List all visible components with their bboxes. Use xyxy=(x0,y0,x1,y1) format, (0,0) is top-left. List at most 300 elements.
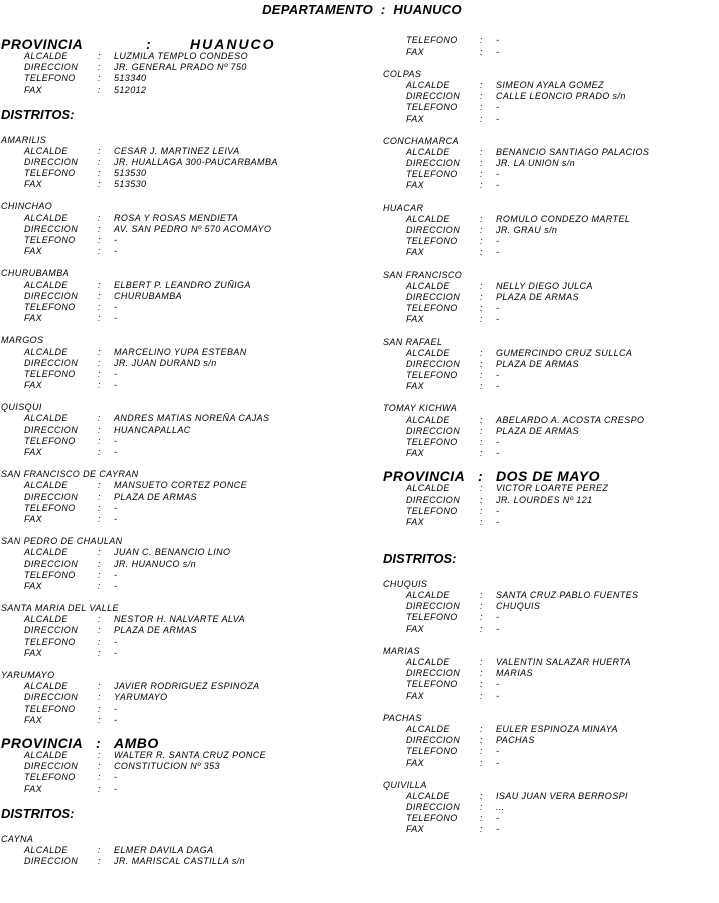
district-entry xyxy=(1,834,361,868)
field-separator: : xyxy=(480,746,483,757)
field-separator: : xyxy=(98,73,101,84)
field-value-direccion: JR. HUANUCO s/n xyxy=(114,558,197,569)
field-separator: : xyxy=(480,180,483,191)
field-value-telefono: - xyxy=(496,679,500,690)
field-value-direccion: JR. HUALLAGA 300-PAUCARBAMBA xyxy=(114,156,278,167)
field-label: FAX xyxy=(24,179,43,190)
field-row-fax xyxy=(1,784,361,795)
field-value-alcalde: SIMEON AYALA GOMEZ xyxy=(496,79,604,90)
field-row-alcalde xyxy=(383,348,713,359)
field-separator: : xyxy=(480,802,483,813)
district-entry xyxy=(1,402,361,458)
field-value-telefono: - xyxy=(496,505,500,516)
left-column xyxy=(1,38,361,878)
field-label: FAX xyxy=(24,714,43,725)
field-value-fax: - xyxy=(496,46,500,57)
field-value-direccion: JR. GRAU s/n xyxy=(496,225,558,236)
field-label: ALCALDE xyxy=(24,844,68,855)
field-value-alcalde: MANSUETO CORTEZ PONCE xyxy=(114,480,248,491)
field-label: DIRECCION xyxy=(406,494,461,505)
district-entry xyxy=(383,713,713,769)
field-separator: : xyxy=(480,225,483,236)
field-value-telefono: - xyxy=(496,437,500,448)
field-value-direccion: CHUQUIS xyxy=(496,601,541,612)
field-separator: : xyxy=(480,735,483,746)
field-row-direccion xyxy=(383,158,713,169)
field-row-telefono xyxy=(383,370,713,381)
field-row-alcalde xyxy=(383,483,713,494)
field-row-telefono xyxy=(1,570,361,581)
field-value-telefono: - xyxy=(496,746,500,757)
field-separator: : xyxy=(480,291,483,302)
district-entry xyxy=(383,69,713,125)
field-separator: : xyxy=(98,569,101,580)
field-label: ALCALDE xyxy=(24,212,68,223)
field-separator: : xyxy=(98,168,101,179)
field-separator: : xyxy=(98,279,101,290)
field-row-alcalde xyxy=(1,681,361,692)
field-separator: : xyxy=(98,313,101,324)
field-label: FAX xyxy=(406,623,425,634)
field-row-telefono xyxy=(383,236,713,247)
field-label: TELEFONO xyxy=(406,303,458,314)
field-separator: : xyxy=(480,213,483,224)
field-row-fax xyxy=(383,517,713,528)
district-name: MARIAS xyxy=(383,645,420,656)
field-row-alcalde xyxy=(1,413,361,424)
field-row-direccion xyxy=(1,625,361,636)
field-label: TELEFONO xyxy=(24,301,76,312)
field-separator: : xyxy=(98,647,101,658)
right-column xyxy=(383,35,713,846)
field-label: TELEFONO xyxy=(406,370,458,381)
field-separator: : xyxy=(98,614,101,625)
field-separator: : xyxy=(98,714,101,725)
field-label: ALCALDE xyxy=(24,681,68,692)
field-separator: : xyxy=(480,358,483,369)
field-row-alcalde xyxy=(1,614,361,625)
field-value-alcalde: WALTER R. SANTA CRUZ PONCE xyxy=(114,749,267,760)
field-value-direccion: JR. JUAN DURAND s/n xyxy=(114,357,217,368)
district-name: SAN PEDRO DE CHAULAN xyxy=(1,536,123,547)
field-value-alcalde: ROSA Y ROSAS MENDIETA xyxy=(114,212,239,223)
field-row-alcalde xyxy=(383,590,713,601)
field-separator: : xyxy=(98,145,101,156)
field-value-fax: - xyxy=(496,824,500,835)
field-separator: : xyxy=(480,113,483,124)
field-label: DIRECCION xyxy=(406,291,461,302)
field-row-alcalde xyxy=(383,80,713,91)
field-row-fax xyxy=(383,247,713,258)
field-row-fax xyxy=(1,179,361,190)
field-separator: : xyxy=(480,169,483,180)
district-entry xyxy=(1,335,361,391)
field-value-fax: - xyxy=(496,180,500,191)
field-value-alcalde: MARCELINO YUPA ESTEBAN xyxy=(114,346,247,357)
field-separator: : xyxy=(480,505,483,516)
field-row-alcalde xyxy=(1,347,361,358)
field-separator: : xyxy=(98,580,101,591)
field-row-direccion xyxy=(383,225,713,236)
field-label: ALCALDE xyxy=(24,413,68,424)
field-row-telefono xyxy=(1,772,361,783)
field-label: DIRECCION xyxy=(406,158,461,169)
field-value-direccion: JR. MARISCAL CASTILLA s/n xyxy=(114,855,246,866)
field-row-direccion xyxy=(1,559,361,570)
field-value-fax: - xyxy=(496,690,500,701)
field-separator: : xyxy=(480,236,483,247)
province-name: DOS DE MAYO xyxy=(496,468,601,485)
field-value-direccion: CALLE LEONCIO PRADO s/n xyxy=(496,91,626,102)
field-label: FAX xyxy=(406,757,425,768)
field-row-direccion xyxy=(383,668,713,679)
field-label: TELEFONO xyxy=(24,368,76,379)
field-label: ALCALDE xyxy=(24,749,68,760)
field-value-direccion: JR. LOURDES Nº 121 xyxy=(496,494,593,505)
field-separator: : xyxy=(480,657,483,668)
field-value-telefono: - xyxy=(496,303,500,314)
field-label: ALCALDE xyxy=(24,614,68,625)
field-separator: : xyxy=(480,46,483,57)
field-row-fax xyxy=(1,380,361,391)
field-value-telefono: - xyxy=(496,236,500,247)
field-row-direccion xyxy=(1,425,361,436)
field-label: DIRECCION xyxy=(406,735,461,746)
field-label: TELEFONO xyxy=(406,746,458,757)
field-value-alcalde: SANTA CRUZ PABLO FUENTES xyxy=(496,590,639,601)
field-label: DIRECCION xyxy=(24,625,79,636)
field-row-telefono xyxy=(1,637,361,648)
field-row-telefono xyxy=(383,303,713,314)
field-row-direccion xyxy=(1,692,361,703)
field-row-telefono xyxy=(1,369,361,380)
field-label: TELEFONO xyxy=(406,169,458,180)
field-label: TELEFONO xyxy=(406,813,458,824)
field-value-direccion: PLAZA DE ARMAS xyxy=(114,625,197,636)
district-name: QUISQUI xyxy=(1,402,42,413)
field-row-direccion xyxy=(1,856,361,867)
field-row-alcalde xyxy=(1,480,361,491)
field-separator: : xyxy=(98,447,101,458)
field-value-direccion: PLAZA DE ARMAS xyxy=(114,491,197,502)
field-separator: : xyxy=(480,790,483,801)
field-row-alcalde xyxy=(383,147,713,158)
field-value-alcalde: ABELARDO A. ACOSTA CRESPO xyxy=(496,414,645,425)
district-name: SAN RAFAEL xyxy=(383,336,443,347)
field-label: FAX xyxy=(24,783,43,794)
field-row-fax xyxy=(1,85,361,96)
field-row-alcalde xyxy=(1,280,361,291)
field-label: DIRECCION xyxy=(406,802,461,813)
field-label: TELEFONO xyxy=(406,437,458,448)
field-separator: : xyxy=(98,547,101,558)
district-name: TOMAY KICHWA xyxy=(383,403,458,414)
field-separator: : xyxy=(480,247,483,258)
field-row-fax xyxy=(383,448,713,459)
field-value-fax: - xyxy=(114,246,118,257)
province-label: PROVINCIA xyxy=(1,36,84,52)
district-entry xyxy=(383,337,713,393)
field-separator: : xyxy=(480,679,483,690)
field-label: FAX xyxy=(24,513,43,524)
field-label: TELEFONO xyxy=(24,435,76,446)
field-row-fax xyxy=(1,246,361,257)
field-row-fax xyxy=(383,691,713,702)
field-separator: : xyxy=(480,303,483,314)
field-label: ALCALDE xyxy=(406,590,450,601)
field-separator: : xyxy=(98,772,101,783)
field-label: DIRECCION xyxy=(406,668,461,679)
field-label: ALCALDE xyxy=(406,657,450,668)
district-entry xyxy=(383,203,713,259)
field-value-telefono: - xyxy=(114,235,118,246)
field-separator: : xyxy=(98,156,101,167)
field-value-direccion: PACHAS xyxy=(496,735,535,746)
field-value-fax: - xyxy=(114,380,118,391)
field-row-telefono xyxy=(1,436,361,447)
field-row-fax xyxy=(383,114,713,125)
district-entry xyxy=(1,135,361,191)
field-separator: : xyxy=(480,370,483,381)
district-name: CHINCHAO xyxy=(1,201,53,212)
field-separator: : xyxy=(98,844,101,855)
field-row-fax xyxy=(383,47,713,58)
field-value-fax: - xyxy=(114,447,118,458)
field-label: FAX xyxy=(24,447,43,458)
field-label: DIRECCION xyxy=(24,290,79,301)
field-value-direccion: PLAZA DE ARMAS xyxy=(496,291,579,302)
field-row-telefono xyxy=(1,704,361,715)
field-label: TELEFONO xyxy=(24,502,76,513)
field-value-telefono: - xyxy=(496,612,500,623)
field-separator: : xyxy=(98,855,101,866)
field-label: TELEFONO xyxy=(24,703,76,714)
district-name: YARUMAYO xyxy=(1,670,55,681)
field-label: DIRECCION xyxy=(406,91,461,102)
field-row-direccion xyxy=(383,359,713,370)
field-label: FAX xyxy=(406,46,425,57)
field-value-direccion: AV. SAN PEDRO Nº 570 ACOMAYO xyxy=(114,223,272,234)
field-row-fax xyxy=(383,314,713,325)
field-separator: : xyxy=(98,357,101,368)
field-row-direccion xyxy=(1,157,361,168)
district-entry xyxy=(383,579,713,635)
district-entry xyxy=(383,270,713,326)
field-label: ALCALDE xyxy=(406,79,450,90)
field-row-alcalde xyxy=(383,724,713,735)
field-label: TELEFONO xyxy=(406,679,458,690)
field-value-telefono: - xyxy=(496,370,500,381)
field-separator: : xyxy=(98,179,101,190)
district-name: SANTA MARIA DEL VALLE xyxy=(1,603,119,614)
field-label: ALCALDE xyxy=(24,547,68,558)
field-separator: : xyxy=(98,368,101,379)
field-separator: : xyxy=(480,690,483,701)
province-heading xyxy=(383,470,713,483)
field-label: TELEFONO xyxy=(406,236,458,247)
field-separator: : xyxy=(98,223,101,234)
field-value-alcalde: ELBERT P. LEANDRO ZUÑIGA xyxy=(114,279,251,290)
field-separator: : xyxy=(480,483,483,494)
field-row-direccion xyxy=(383,601,713,612)
field-separator: : xyxy=(98,480,101,491)
field-row-alcalde xyxy=(1,750,361,761)
field-label: FAX xyxy=(406,247,425,258)
field-row-fax xyxy=(1,648,361,659)
field-value-direccion: CHURUBAMBA xyxy=(114,290,183,301)
field-separator: : xyxy=(480,146,483,157)
field-value-fax: - xyxy=(496,757,500,768)
field-row-direccion xyxy=(383,292,713,303)
field-separator: : xyxy=(480,623,483,634)
field-value-fax: - xyxy=(496,623,500,634)
field-label: TELEFONO xyxy=(24,569,76,580)
field-value-fax: - xyxy=(496,314,500,325)
field-label: FAX xyxy=(406,516,425,527)
field-value-telefono: 513340 xyxy=(114,73,147,84)
field-separator: : xyxy=(98,246,101,257)
field-label: TELEFONO xyxy=(406,505,458,516)
field-value-direccion: MARIAS xyxy=(496,668,533,679)
field-row-alcalde xyxy=(383,415,713,426)
field-separator: : xyxy=(98,51,101,61)
field-separator: : xyxy=(480,494,483,505)
district-entry xyxy=(1,201,361,257)
field-value-alcalde: LUZMILA TEMPLO CONDESO xyxy=(114,51,248,61)
field-separator: : xyxy=(98,435,101,446)
field-separator: : xyxy=(98,703,101,714)
field-value-alcalde: VICTOR LOARTE PEREZ xyxy=(496,483,609,494)
district-name: CHUQUIS xyxy=(383,578,428,589)
field-row-fax xyxy=(1,715,361,726)
field-row-direccion xyxy=(383,735,713,746)
field-separator: : xyxy=(98,235,101,246)
field-value-fax: 512012 xyxy=(114,84,147,95)
district-name: COLPAS xyxy=(383,68,422,79)
field-row-alcalde xyxy=(1,146,361,157)
district-entry xyxy=(1,670,361,726)
field-separator: : xyxy=(98,749,101,760)
field-row-telefono xyxy=(1,503,361,514)
field-label: DIRECCION xyxy=(24,156,79,167)
district-name: SAN FRANCISCO DE CAYRAN xyxy=(1,469,139,480)
field-label: DIRECCION xyxy=(24,357,79,368)
field-label: FAX xyxy=(406,180,425,191)
field-row-fax xyxy=(383,758,713,769)
field-separator: : xyxy=(480,381,483,392)
field-row-alcalde xyxy=(1,845,361,856)
province-section xyxy=(383,470,713,528)
field-label: ALCALDE xyxy=(24,51,68,61)
field-label: ALCALDE xyxy=(406,414,450,425)
field-label: TELEFONO xyxy=(406,35,458,46)
field-separator: : xyxy=(480,314,483,325)
field-value-alcalde: BENANCIO SANTIAGO PALACIOS xyxy=(496,146,650,157)
field-value-direccion: HUANCAPALLAC xyxy=(114,424,191,435)
field-row-fax xyxy=(1,313,361,324)
field-separator: : xyxy=(98,761,101,772)
field-row-direccion xyxy=(1,62,361,73)
field-label: FAX xyxy=(406,314,425,325)
field-row-alcalde xyxy=(1,213,361,224)
field-row-fax xyxy=(1,447,361,458)
field-separator: : xyxy=(480,590,483,601)
field-row-telefono xyxy=(1,73,361,84)
field-separator: : xyxy=(480,91,483,102)
field-value-direccion: PLAZA DE ARMAS xyxy=(496,358,579,369)
field-separator: : xyxy=(480,437,483,448)
district-name: HUACAR xyxy=(383,202,424,213)
field-value-direccion: ... xyxy=(496,802,505,813)
field-separator: : xyxy=(98,491,101,502)
district-name: CONCHAMARCA xyxy=(383,135,459,146)
district-name: MARGOS xyxy=(1,335,44,346)
field-value-alcalde: CESAR J. MARTINEZ LEIVA xyxy=(114,145,240,156)
field-label: ALCALDE xyxy=(406,280,450,291)
field-value-telefono: - xyxy=(114,772,118,783)
field-value-telefono: 513530 xyxy=(114,168,147,179)
field-label: TELEFONO xyxy=(406,612,458,623)
district-entry xyxy=(1,268,361,324)
field-label: FAX xyxy=(24,380,43,391)
field-value-alcalde: NESTOR H. NALVARTE ALVA xyxy=(114,614,246,625)
field-label: FAX xyxy=(24,246,43,257)
field-label: ALCALDE xyxy=(24,480,68,491)
field-row-fax xyxy=(1,581,361,592)
field-value-fax: - xyxy=(496,247,500,258)
field-value-alcalde: JUAN C. BENANCIO LINO xyxy=(114,547,231,558)
field-row-telefono xyxy=(383,437,713,448)
field-row-direccion xyxy=(1,492,361,503)
district-name: CAYNA xyxy=(1,833,34,844)
field-label: FAX xyxy=(24,580,43,591)
district-entry xyxy=(383,35,713,57)
field-label: DIRECCION xyxy=(24,223,79,234)
field-separator: : xyxy=(98,502,101,513)
distritos-heading: DISTRITOS: xyxy=(1,107,75,123)
field-separator: : xyxy=(480,612,483,623)
district-entry xyxy=(1,536,361,592)
field-value-fax: - xyxy=(114,783,118,794)
field-separator: : xyxy=(98,290,101,301)
field-row-telefono xyxy=(383,169,713,180)
field-separator: : xyxy=(98,301,101,312)
district-entry xyxy=(1,603,361,659)
field-value-direccion: CONSTITUCION Nº 353 xyxy=(114,761,220,772)
field-value-fax: - xyxy=(496,448,500,459)
field-separator: : xyxy=(98,212,101,223)
field-value-fax: - xyxy=(496,113,500,124)
province-label: PROVINCIA xyxy=(383,468,466,485)
field-row-alcalde xyxy=(383,214,713,225)
field-separator: : xyxy=(480,757,483,768)
field-label: DIRECCION xyxy=(24,424,79,435)
province-section xyxy=(1,734,361,795)
district-entry xyxy=(383,403,713,459)
field-value-telefono: - xyxy=(114,435,118,446)
field-label: ALCALDE xyxy=(406,347,450,358)
field-label: TELEFONO xyxy=(24,772,76,783)
field-separator: : xyxy=(98,424,101,435)
district-name: SAN FRANCISCO xyxy=(383,269,463,280)
field-row-alcalde xyxy=(383,281,713,292)
field-label: TELEFONO xyxy=(24,636,76,647)
field-label: FAX xyxy=(406,690,425,701)
field-row-telefono xyxy=(383,813,713,824)
field-separator: : xyxy=(480,280,483,291)
field-label: FAX xyxy=(406,448,425,459)
field-value-telefono: - xyxy=(114,703,118,714)
